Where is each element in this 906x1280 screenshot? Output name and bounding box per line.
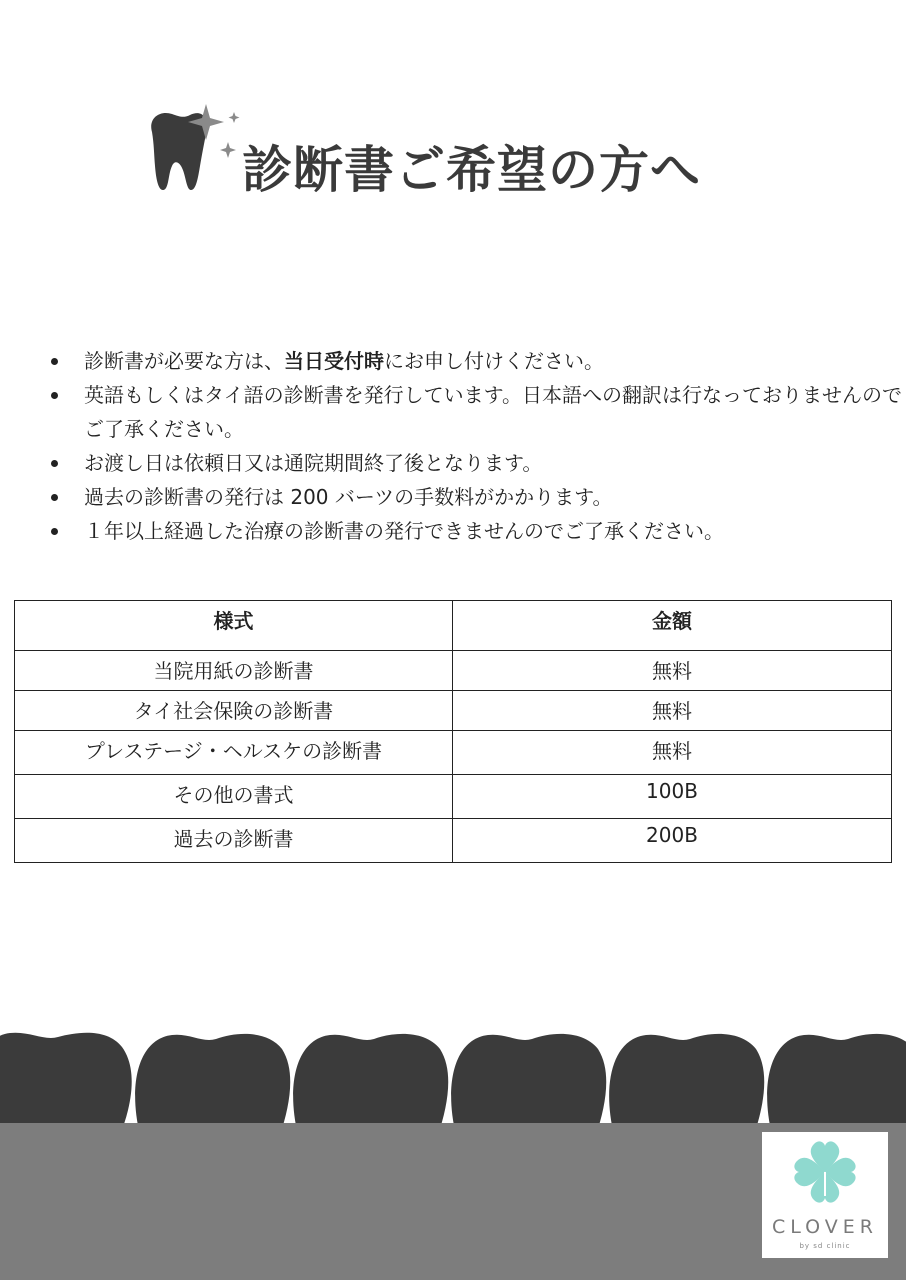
table-row	[15, 775, 892, 819]
table-row	[15, 691, 892, 731]
notice-item: お渡し日は依頼日又は通院期間終了後となります。	[36, 446, 902, 480]
fee-cell: 無料	[453, 731, 892, 775]
table-row	[15, 651, 892, 691]
clover-leaf-icon	[762, 1132, 888, 1216]
fee-table	[14, 600, 892, 863]
notice-item: 診断書が必要な方は、当日受付時にお申し付けください。	[36, 344, 902, 378]
tooth-sparkle-icon	[144, 104, 244, 196]
form-cell: 当院用紙の診断書	[15, 651, 453, 691]
fee-cell: 200B	[453, 819, 892, 863]
notice-item: 英語もしくはタイ語の診断書を発行しています。日本語への翻訳は行なっておりませんのでご了承ください。	[36, 378, 902, 446]
fee-cell: 無料	[453, 651, 892, 691]
page-header	[140, 100, 780, 200]
fee-cell: 100B	[453, 775, 892, 819]
notice-item: １年以上経過した治療の診断書の発行できませんのでご了承ください。	[36, 514, 902, 548]
table-row	[15, 819, 892, 863]
form-cell: 過去の診断書	[15, 819, 453, 863]
column-header-form: 様式	[15, 601, 453, 651]
form-cell: その他の書式	[15, 775, 453, 819]
fee-cell: 無料	[453, 691, 892, 731]
teeth-row-graphic	[0, 1025, 906, 1135]
page-title: 診断書ご希望の方へ	[242, 141, 701, 199]
notice-item: 過去の診断書の発行は 200 バーツの手数料がかかります。	[36, 480, 902, 514]
column-header-fee: 金額	[453, 601, 892, 651]
emphasis-text: 当日受付時	[284, 349, 384, 373]
form-cell: タイ社会保険の診断書	[15, 691, 453, 731]
form-cell: プレステージ・ヘルスケの診断書	[15, 731, 453, 775]
logo-wordmark: CLOVER	[772, 1216, 878, 1238]
clover-logo	[762, 1132, 888, 1258]
notice-list	[36, 344, 902, 548]
logo-subtitle: by sd clinic	[799, 1242, 851, 1250]
table-header-row	[15, 601, 892, 651]
table-row	[15, 731, 892, 775]
